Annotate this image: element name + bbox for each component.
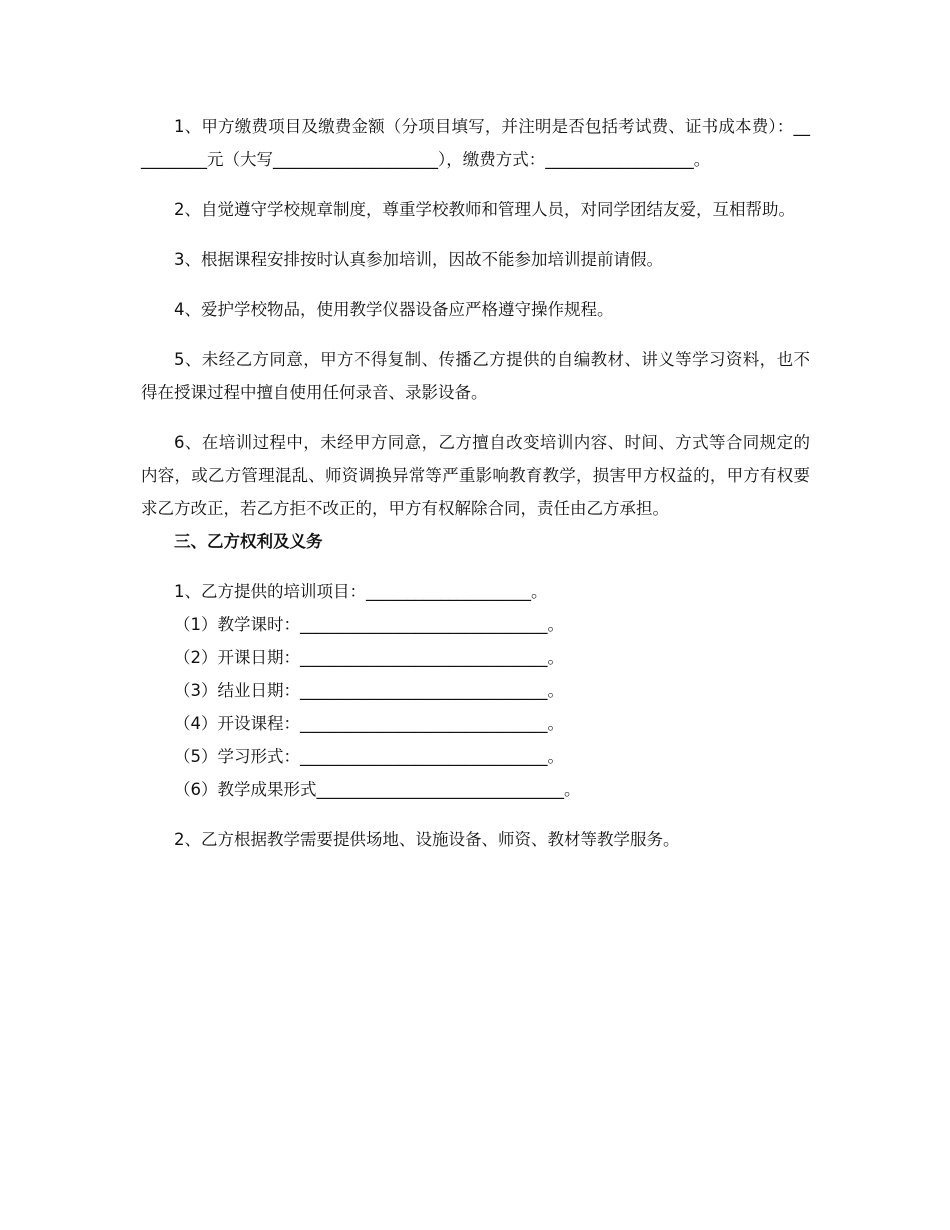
- clause-b1-project: 1、乙方提供的培训项目：____________________。: [174, 582, 548, 601]
- document-body: [141, 110, 810, 856]
- sub-item-courses: （4）开设课程：______________________________。: [174, 714, 564, 733]
- sub-item-outcome: （6）教学成果形式______________________________。: [174, 780, 581, 799]
- clause-2-rules: 2、自觉遵守学校规章制度，尊重学校教师和管理人员，对同学团结友爱，互相帮助。: [174, 200, 795, 219]
- section-heading: 三、乙方权利及义务: [174, 532, 323, 551]
- clause-b2-services: 2、乙方根据教学需要提供场地、设施设备、师资、教材等教学服务。: [174, 830, 680, 849]
- sub-item-format: （5）学习形式：______________________________。: [174, 747, 564, 766]
- clause-6-termination: 6、在培训过程中，未经甲方同意，乙方擅自改变培训内容、时间、方式等合同规定的内容，或乙方管理混乱、师资调换异常等严重影响教育教学，损害甲方权益的，甲方有权要求乙方改正，若乙方拒不改正的，甲方有权解除合同，责任由乙方承担。: [141, 433, 810, 518]
- clause-4-property: 4、爱护学校物品，使用教学仪器设备应严格遵守操作规程。: [174, 300, 614, 319]
- clause-3-attendance: 3、根据课程安排按时认真参加培训，因故不能参加培训提前请假。: [174, 250, 663, 269]
- sub-item-hours: （1）教学课时：______________________________。: [174, 615, 564, 634]
- clause-5-copyright: 5、未经乙方同意，甲方不得复制、传播乙方提供的自编教材、讲义等学习资料，也不得在授课过程中擅自使用任何录音、录影设备。: [141, 350, 810, 402]
- clause-1-fee: 1、甲方缴费项目及缴费金额（分项目填写，并注明是否包括考试费、证书成本费）：__________元（大写____________________），缴费方式：__________________。: [141, 117, 810, 169]
- sub-item-start-date: （2）开课日期：______________________________。: [174, 648, 564, 667]
- sub-item-end-date: （3）结业日期：______________________________。: [174, 681, 564, 700]
